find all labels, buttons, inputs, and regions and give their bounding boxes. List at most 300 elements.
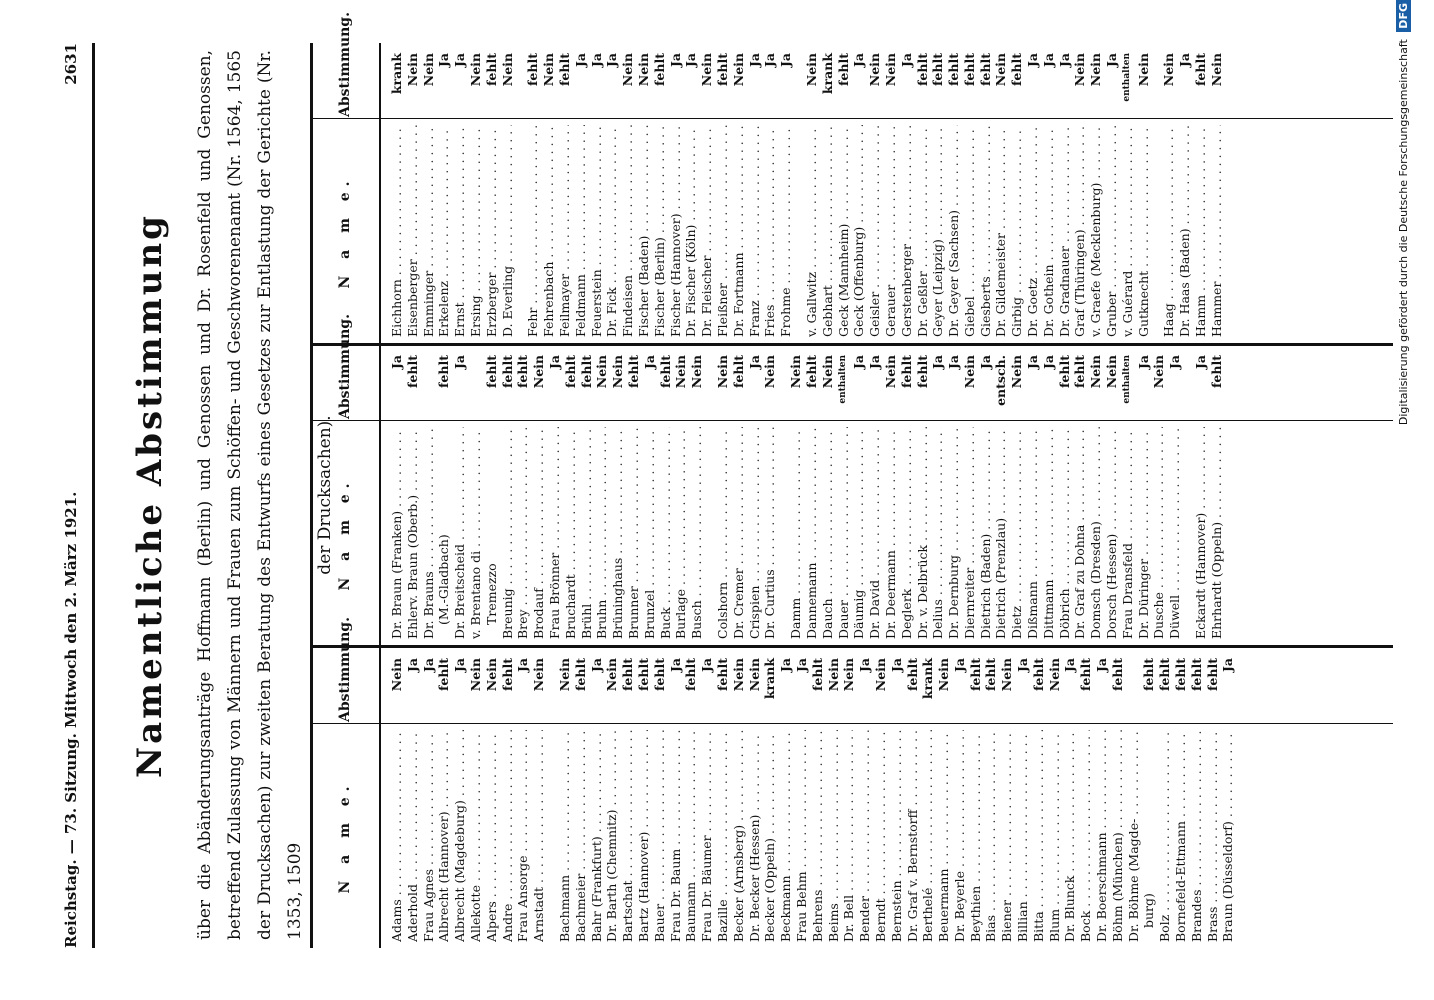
vote-value: krank [920,658,936,700]
vote-value: Ja [1056,53,1072,68]
member-name: Düwell . . . [1167,427,1183,639]
vote-value: Ja [667,53,683,68]
vote-value: fehlt [620,658,636,691]
member-name: Bahr (Frankfurt) . . . [589,730,605,942]
member-name: Brunzel . . . [642,427,658,639]
table-header [313,617,381,948]
vote-value: Ja [888,658,904,673]
member-name: Dietz . . . [1009,427,1025,639]
vote-value: fehlt [1056,355,1072,388]
vote-value: fehlt [803,355,819,388]
member-name: Dr. Düringer . . . [1136,427,1152,639]
member-name: Franz . . . [747,125,763,337]
member-name: Brodauf . . . [531,427,547,639]
member-name: Dr. Fick . . . [604,125,620,337]
vote-value: Ja [1094,658,1110,673]
vote-value: Ja [1040,53,1056,68]
vote-value: Nein [819,355,835,389]
vote-value: fehlt [436,658,452,691]
vote-value: fehlt [977,53,993,86]
vote-value: fehlt [946,53,962,86]
page-number: 2631 [62,43,80,85]
credit-text: Digitalisierung gefördert durch die Deutsche Forschungsgemeinschaft [1397,39,1410,426]
vote-value: fehlt [436,355,452,388]
member-name: Döbrich . . . [1057,427,1073,639]
vote-value: Ja [946,355,962,370]
vote-value: fehlt [1109,658,1125,691]
vote-value: krank [389,53,404,95]
vote-tables [310,12,1393,948]
member-name: Erzberger . . . [484,125,500,337]
member-name: Frau Agnes . . . [421,730,437,942]
vote-value: Nein [531,355,547,389]
member-name: Delius . . . [930,427,946,639]
member-name: Dr. Fleischer . . . [699,125,715,337]
vote-value: Ja [404,658,420,673]
member-name: Bock . . . [1078,730,1094,942]
member-name: Breunig . . . [500,427,516,639]
vote-value: fehlt [657,355,673,388]
vote-value: fehlt [1009,53,1025,86]
member-name: Beckmann . . . [778,730,794,942]
member-name: Fehrenbach . . . [541,125,557,337]
vote-value: Nein [689,355,705,389]
vote-value: fehlt [1208,355,1224,388]
vote-value: Nein [882,355,898,389]
member-name: Ehlerv. Braun (Oberb.) . . . [405,427,421,639]
vote-value: fehlt [967,658,983,691]
vote-value: Nein [635,53,651,87]
vote-value: Ja [515,658,531,673]
page-title: Namentliche Abstimmung [130,213,170,778]
vote-value: fehlt [525,53,541,86]
vote-value: Nein [483,658,499,692]
vote-value: Nein [467,53,483,87]
member-name: Gebhart . . . [820,125,836,337]
vote-value: fehlt [483,355,499,388]
member-name: Dr. Braun (Franken) . . . [389,427,405,639]
member-name: Frau Behm . . . [794,730,810,942]
vote-value: fehlt [730,355,746,388]
member-name: Adams . . . [389,730,405,942]
vote-value: fehlt [983,658,999,691]
vote-value: Nein [1009,355,1025,389]
member-name: Albrecht (Magdeburg) . . . [452,730,468,942]
member-name: Geisler . . . [867,125,883,337]
member-name: Fischer (Hannover) . . . [668,125,684,337]
intro-text: über die Abänderungsanträge Hoffmann (Berlin) und Genossen und Dr. Rosenfeld und Genossen, betreffend Zulassung von Männern und Frauen zum Schöffen- und Geschworenenamt (Nr. 1564, 1565 der Drucksachen) zur zweiten Beratung des Entwurfs eines Gesetzes zur Entlastung der Gerichte (Nr. 1353, 1509 [195,50,305,940]
member-name: Dr. Böhme (Magde- . . . [1126,730,1142,942]
vote-value: fehlt [914,355,930,388]
vote-value: Nein [788,355,804,389]
member-name: Albrecht (Hannover) . . . [436,730,452,942]
member-name: Dr. Geßler . . . [915,125,931,337]
vote-value: enthalten [1121,355,1132,404]
vote-value: fehlt [572,658,588,691]
member-name: Bernstein . . . [889,730,905,942]
member-name: Frau Dransfeld . . . [1120,427,1136,639]
member-name: Baumann . . . [683,730,699,942]
vote-value: Ja [793,658,809,673]
member-name: Brass . . . [1205,730,1221,942]
vote-value: fehlt [483,53,499,86]
vote-value: Nein [999,658,1015,692]
member-name: Feuerstein . . . [589,125,605,337]
vote-value: Ja [746,355,762,370]
member-name: Bartz (Hannover) . . . [636,730,652,942]
member-name: Dr. David . . . [867,427,883,639]
vote-value: Nein [872,658,888,692]
member-name: v. Brentano di . . . [468,427,484,639]
vote-value: Nein [825,658,841,692]
vote-value: fehlt [1173,658,1189,691]
member-name: Gerstenberger . . . [899,125,915,337]
member-name: Beythien . . . [968,730,984,942]
vote-value: Nein [730,53,746,87]
member-name: Dorsch (Hessen) . . . [1104,427,1120,639]
column-separator [313,723,1393,724]
member-name: Eichhorn . . . [389,125,405,337]
vote-value: krank [762,658,778,700]
member-name: Girbig . . . [1009,125,1025,337]
member-name: Gutknecht . . . [1136,125,1152,337]
member-name: Bachmann . . . [557,730,573,942]
member-name: Dr. Blunck . . . [1062,730,1078,942]
vote-value: fehlt [651,658,667,691]
running-header [52,43,95,948]
vote-value: fehlt [515,355,531,388]
member-name: Dr. v. Delbrück . . . [915,427,931,639]
vote-value: enthalten [837,355,848,404]
vote-value: Nein [594,355,610,389]
member-name: Dauer . . . [836,427,852,639]
column-separator [313,118,1393,119]
vote-table-3 [313,12,1393,343]
member-name: Gerauer . . . [883,125,899,337]
vote-value: Ja [452,53,468,68]
member-name: v. Guérard . . . [1120,125,1136,337]
table-header [313,12,381,343]
member-name: Findeisen . . . [620,125,636,337]
vote-value: fehlt [651,53,667,86]
member-name: Dietrich (Prenzlau) . . . [993,427,1009,639]
vote-value: enthalten [1121,53,1132,102]
member-name: Becker (Arnsberg) . . . [731,730,747,942]
vote-value: Nein [420,53,436,87]
member-name: Dusche . . . [1151,427,1167,639]
member-name: Becker (Oppeln) . . . [762,730,778,942]
member-name: Emminger . . . [421,125,437,337]
vote-value: Ja [851,53,867,68]
member-name: Bartschat . . . [620,730,636,942]
member-name: Frau Dr. Baum . . . [668,730,684,942]
vote-value: Ja [588,53,604,68]
vote-value: Nein [1046,658,1062,692]
member-name: Domsch (Dresden) . . . [1088,427,1104,639]
header-vote: Abstimmung. [337,314,353,419]
vote-value: Nein [1072,53,1088,87]
vote-value: Nein [882,53,898,87]
member-name: Ehrhardt (Oppeln) . . . [1209,427,1225,639]
vote-value: Ja [1025,53,1041,68]
vote-value: fehlt [556,53,572,86]
member-name: Frohme . . . [778,125,794,337]
member-name: Busch . . . [689,427,705,639]
member-name: Dannemann . . . [804,427,820,639]
vote-value: fehlt [1141,658,1157,691]
member-name: Dr. Beyerle . . . [952,730,968,942]
member-name: Bolz . . . [1157,730,1173,942]
member-name: Brühl . . . [579,427,595,639]
vote-value: Ja [1040,355,1056,370]
vote-value: Ja [641,355,657,370]
digitization-credit [1392,0,1432,1000]
member-name: Eckardt (Hannover) . . . [1193,427,1209,639]
member-name: Blum . . . [1047,730,1063,942]
vote-value: Ja [867,355,883,370]
member-name: Dietrich (Baden) . . . [978,427,994,639]
vote-value: Nein [746,658,762,692]
header-vote: Abstimmung. [337,12,353,117]
vote-value: entsch. [993,355,1009,406]
vote-value: Nein [1208,53,1224,87]
vote-value: Ja [778,658,794,673]
header-name: N a m e. [337,780,353,894]
vote-value: Nein [1088,53,1104,87]
vote-value: fehlt [635,658,651,691]
member-name: Haag . . . [1161,125,1177,337]
member-name: Bender . . . [857,730,873,942]
vote-value: fehlt [1204,658,1220,691]
member-name: Dr. Cremer . . . [731,427,747,639]
member-name: (M.-Gladbach) [436,534,452,625]
vote-value: fehlt [499,355,515,388]
vote-value: Ja [1135,355,1151,370]
member-name: Frau Brönner . . . [547,427,563,639]
credit-line [1396,0,1411,425]
member-name: Brunner . . . [626,427,642,639]
column-separator [313,420,1393,421]
vote-value: Ja [546,355,562,370]
vote-value: Nein [1104,355,1120,389]
member-name: Brey . . . [515,427,531,639]
member-name: Dr. Becker (Hessen) . . . [747,730,763,942]
vote-value: Nein [867,53,883,87]
member-name: Dr. Gradnauer . . . [1057,125,1073,337]
vote-value: fehlt [578,355,594,388]
member-name: Frau Ansorge . . . [515,730,531,942]
member-name: Dißmann . . . [1025,427,1041,639]
vote-value: fehlt [961,53,977,86]
member-name: Eisenberger . . . [405,125,421,337]
vote-value: fehlt [898,355,914,388]
vote-value: fehlt [499,658,515,691]
vote-value: Ja [604,53,620,68]
vote-value: Nein [714,355,730,389]
vote-value: Nein [1088,355,1104,389]
member-name: Dr. Dernburg . . . [946,427,962,639]
vote-value: Ja [452,658,468,673]
vote-value: Ja [420,658,436,673]
vote-value: Nein [841,658,857,692]
member-name: Dr. Brauns . . . [421,427,437,639]
member-name: Giesberts . . . [978,125,994,337]
member-name: Brüninghaus . . . [610,427,626,639]
member-name: Hamm . . . [1193,125,1209,337]
vote-value: Ja [683,53,699,68]
member-name: v. Gallwitz . . . [804,125,820,337]
vote-value: fehlt [809,658,825,691]
vote-value: Nein [467,658,483,692]
member-name: Dr. Graf zu Dohna . . . [1072,427,1088,639]
member-name: Berndt . . . [873,730,889,942]
vote-value: fehlt [1078,658,1094,691]
member-name: Allekotte . . . [468,730,484,942]
vote-value: Ja [699,658,715,673]
member-name: Beims . . . [826,730,842,942]
member-name: Andre . . . [500,730,516,942]
vote-value: fehlt [562,355,578,388]
member-name: Dr. Graf v. Bernstorff . . . [905,730,921,942]
vote-value: Ja [1062,658,1078,673]
member-name: Ernst . . . [452,125,468,337]
member-name: Fischer (Baden) . . . [636,125,652,337]
dfg-logo: DFG [1396,0,1411,32]
member-name: Biener . . . [999,730,1015,942]
member-name: Buck . . . [658,427,674,639]
member-name: Bruchardt . . . [563,427,579,639]
member-name: Fehr . . . [525,125,541,337]
member-name: Bachmeier . . . [573,730,589,942]
vote-value: Ja [851,355,867,370]
member-name: Dr. Curtius . . . [762,427,778,639]
member-name: Deglerk . . . [899,427,915,639]
vote-value: Nein [1135,53,1151,87]
member-name: Dr. Goetz . . . [1025,125,1041,337]
member-name: Bazille . . . [715,730,731,942]
vote-value: Nein [936,658,952,692]
vote-value: Nein [699,53,715,87]
member-name: Aderhold . . . [405,730,421,942]
vote-value: Nein [1161,53,1177,87]
vote-value: Ja [667,658,683,673]
member-name: Fries . . . [762,125,778,337]
member-name: Geyer (Leipzig) . . . [930,125,946,337]
member-name: Dr. Breitscheid . . . [452,427,468,639]
vote-value: Ja [588,658,604,673]
member-name: Däumig . . . [851,427,867,639]
member-name: Feldmann . . . [573,125,589,337]
member-name: Hammer . . . [1209,125,1225,337]
member-name: Dr. Deermann . . . [883,427,899,639]
member-name: D. Everling . . . [500,125,516,337]
member-name: Alpers . . . [484,730,500,942]
member-name: Fleißner . . . [715,125,731,337]
vote-value: Ja [452,355,468,370]
vote-value: Ja [389,355,404,370]
member-name: Colshorn . . . [715,427,731,639]
member-name: Diernreiter . . . [962,427,978,639]
vote-value: krank [819,53,835,95]
member-name: Dr. Gildemeister . . . [993,125,1009,337]
vote-value: Ja [898,53,914,68]
member-name: Bias . . . [983,730,999,942]
member-name: Gruber . . . [1104,125,1120,337]
member-name: Fischer (Berlin) . . . [652,125,668,337]
vote-value: Ja [977,355,993,370]
member-name: Berthelé . . . [920,730,936,942]
member-name: Feilmayer . . . [557,125,573,337]
vote-value: Nein [604,658,620,692]
vote-value: Nein [556,658,572,692]
member-name: Damm . . . [788,427,804,639]
vote-value: fehlt [404,355,420,388]
member-name: Dr. Haas (Baden) . . . [1177,125,1193,337]
vote-value: Nein [961,355,977,389]
vote-value: fehlt [835,53,851,86]
vote-value: Nein [610,355,626,389]
member-name: v. Graefe (Mecklenburg) . . . [1088,125,1104,337]
vote-value: fehlt [625,355,641,388]
vote-value: Nein [404,53,420,87]
vote-value: Nein [531,658,547,692]
vote-value: Ja [1177,53,1193,68]
member-name: Dauch . . . [820,427,836,639]
member-name: Dr. Barth (Chemnitz) . . . [604,730,620,942]
member-name: Brandes . . . [1189,730,1205,942]
vote-value: Ja [951,658,967,673]
member-name: Crispien . . . [747,427,763,639]
vote-value: Ja [1015,658,1031,673]
member-name: Dr. Gothein . . . [1041,125,1057,337]
vote-value: Ja [778,53,794,68]
vote-value: Nein [620,53,636,87]
vote-value: Nein [730,658,746,692]
member-name: Dr. Geyer (Sachsen) . . . [946,125,962,337]
vote-value: fehlt [904,658,920,691]
member-name: Bitta . . . [1031,730,1047,942]
member-name: Dittmann . . . [1041,427,1057,639]
vote-value: fehlt [1072,355,1088,388]
vote-value: Ja [762,53,778,68]
vote-value: Ja [1025,355,1041,370]
vote-value: Ja [1104,53,1120,68]
member-name: Graf (Thüringen) . . . [1072,125,1088,337]
member-name: Bruhn . . . [594,427,610,639]
vote-value: Ja [572,53,588,68]
vote-value: Nein [762,355,778,389]
member-name: Ersing . . . [468,125,484,337]
vote-value: Nein [1151,355,1167,389]
vote-value: fehlt [1030,658,1046,691]
header-name: N a m e. [337,477,353,591]
member-name: Dr. Fortmann . . . [731,125,747,337]
vote-value: Ja [857,658,873,673]
vote-value: Ja [746,53,762,68]
vote-value: Nein [993,53,1009,87]
vote-value: Ja [1167,355,1183,370]
table-header [313,314,381,645]
vote-value: fehlt [1157,658,1173,691]
vote-value: Nein [499,53,515,87]
member-name: Dr. Boerschmann . . . [1094,730,1110,942]
member-name: Billian . . . [1015,730,1031,942]
vote-value: Ja [930,355,946,370]
vote-value: fehlt [1193,53,1209,86]
vote-value: fehlt [714,53,730,86]
vote-value: Nein [541,53,557,87]
member-name: Bauer . . . [652,730,668,942]
